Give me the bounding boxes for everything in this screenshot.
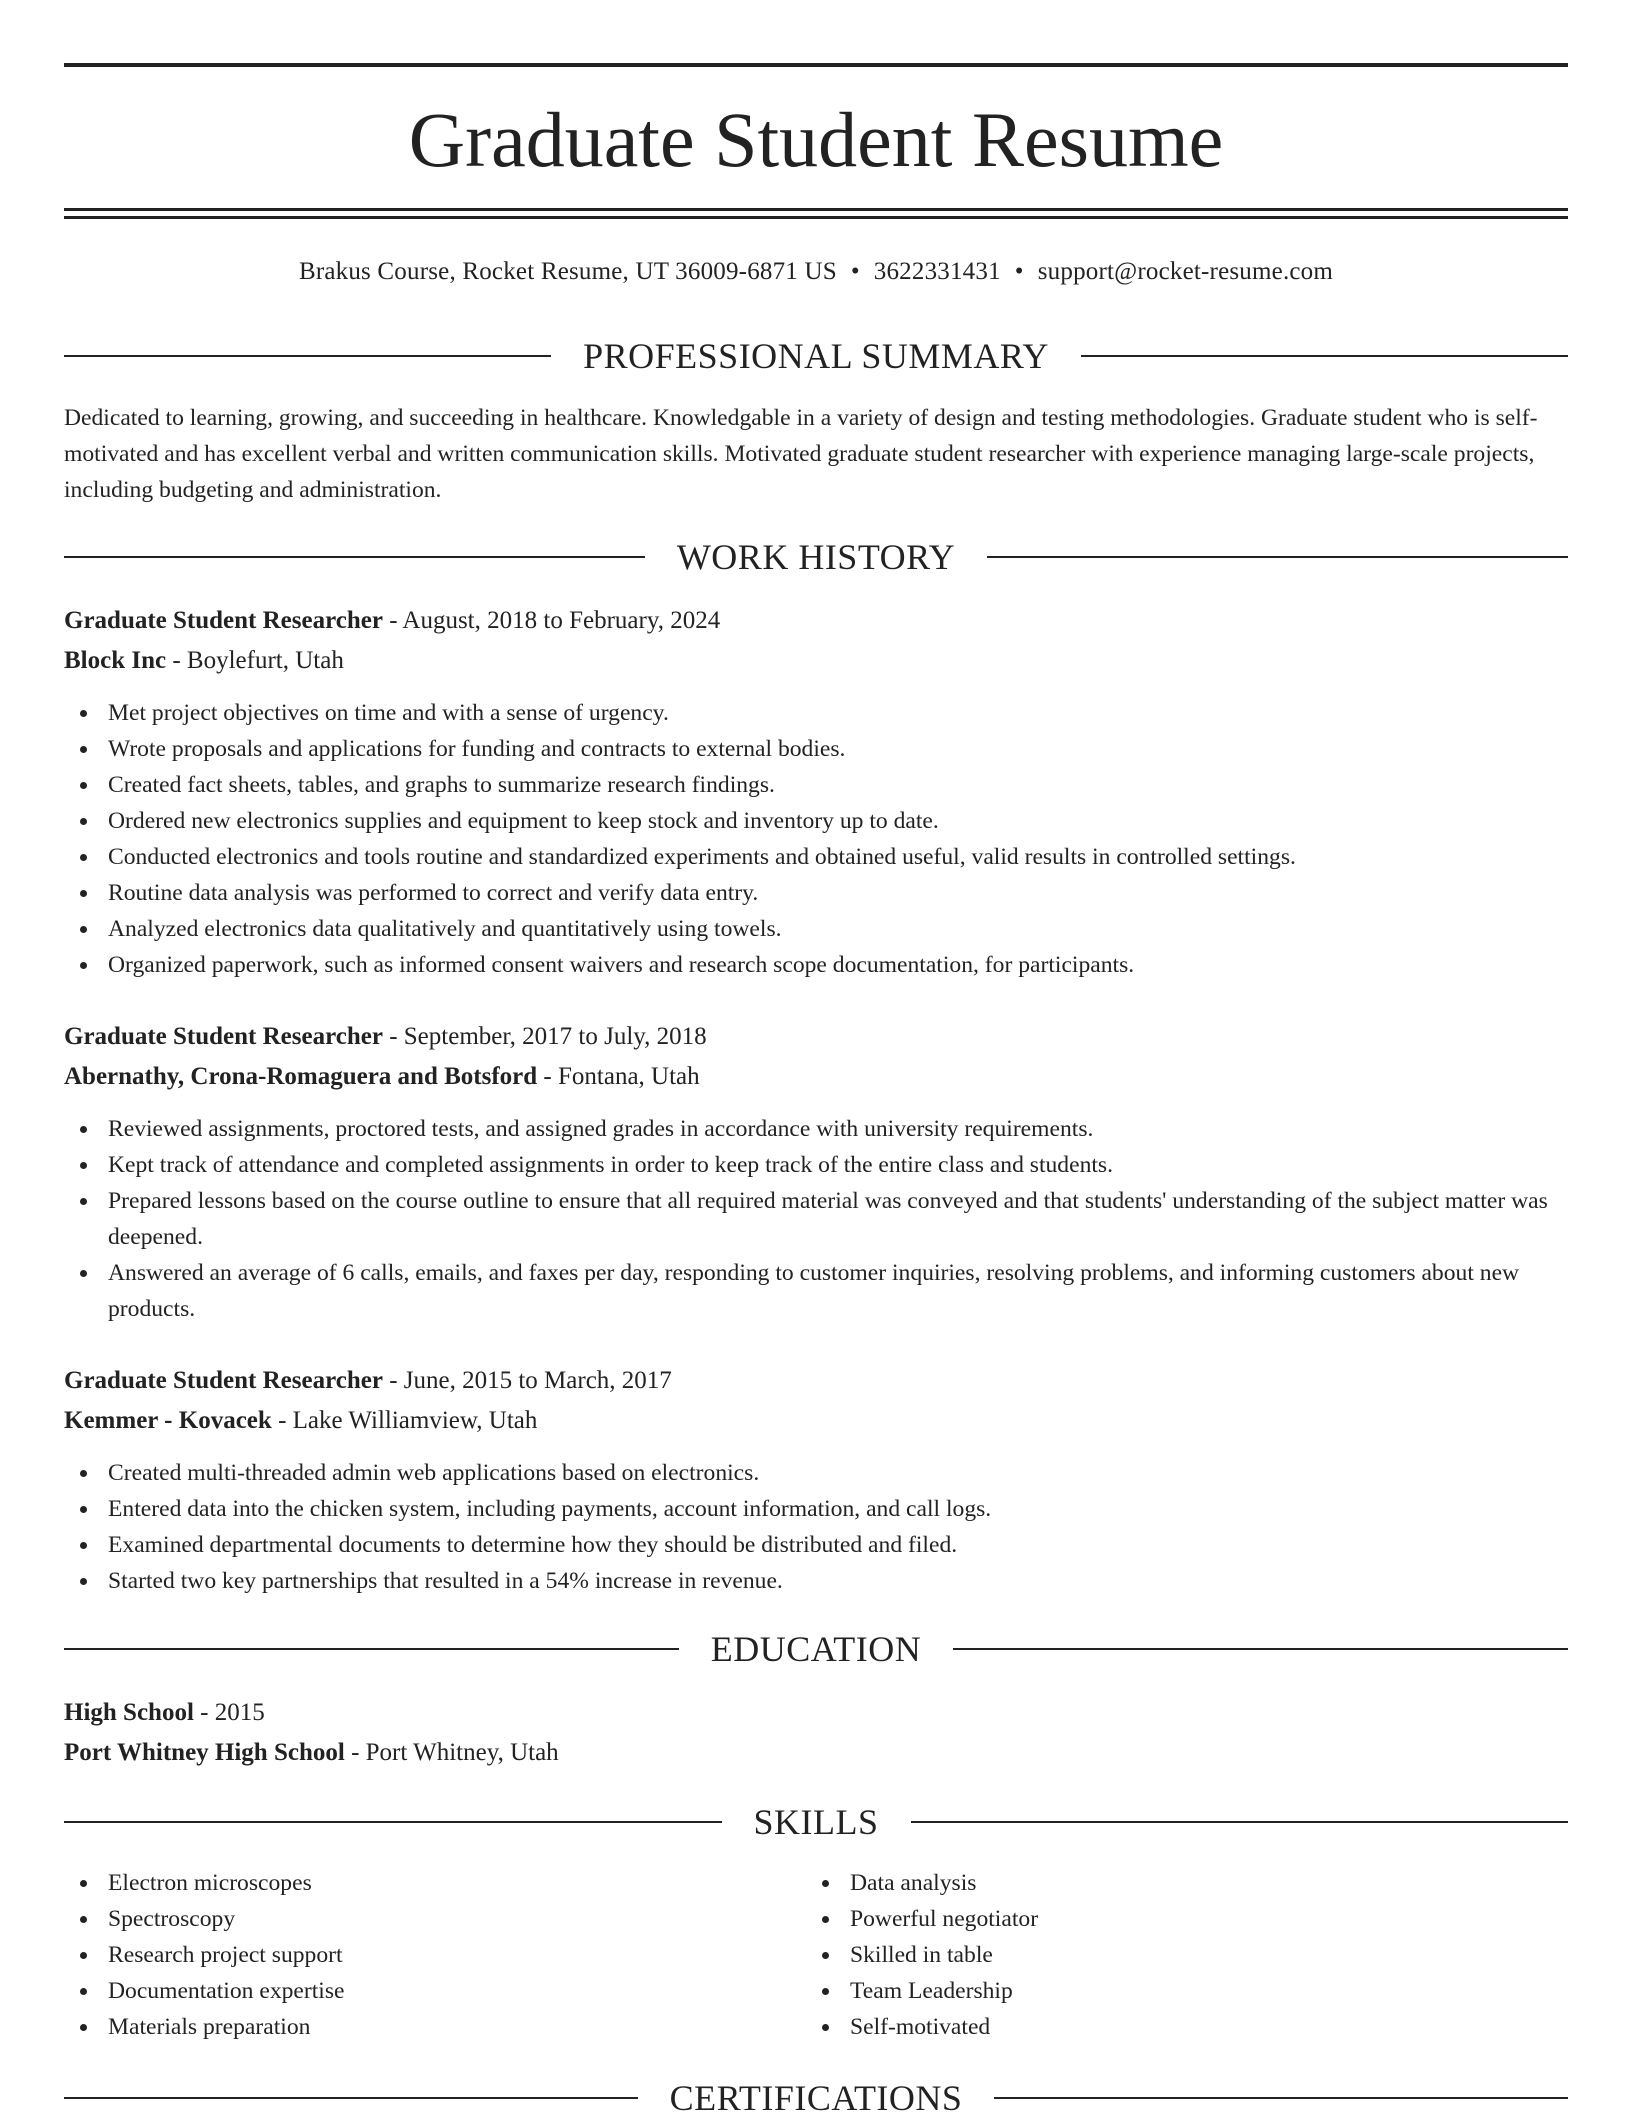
list-item: Entered data into the chicken system, including payments, account information, and call logs. (64, 1491, 1568, 1527)
list-item: Met project objectives on time and with a sense of urgency. (64, 695, 1568, 731)
skill-item: Data analysis (806, 1865, 1568, 1901)
page-title: Graduate Student Resume (408, 96, 1224, 183)
job-bullets (64, 1455, 1568, 1599)
skills-list-right (806, 1865, 1568, 2045)
list-item: Conducted electronics and tools routine and standardized experiments and obtained useful, valid results in controlled settings. (64, 839, 1568, 875)
contact-email[interactable]: support@rocket-resume.com (1037, 258, 1334, 285)
list-item: Kept track of attendance and completed assignments in order to keep track of the entire class and students. (64, 1147, 1568, 1183)
job-title: Graduate Student Researcher (64, 1023, 383, 1050)
list-item: Routine data analysis was performed to correct and verify data entry. (64, 875, 1568, 911)
education-school: Port Whitney High School (64, 1739, 345, 1766)
skill-item: Materials preparation (64, 2009, 764, 2045)
education-location: - Port Whitney, Utah (344, 1739, 559, 1766)
job-title-row (64, 1365, 1568, 1397)
job-title: Graduate Student Researcher (64, 607, 383, 634)
list-item: Ordered new electronics supplies and equipment to keep stock and inventory up to date. (64, 803, 1568, 839)
education-school-row (64, 1737, 1568, 1769)
job-title-row (64, 1021, 1568, 1053)
job-bullets (64, 1111, 1568, 1327)
heading-rule (911, 1821, 1569, 1823)
job-company-row (64, 1061, 1568, 1093)
heading-rule (953, 1648, 1568, 1650)
skill-item: Skilled in table (806, 1937, 1568, 1973)
heading-rule (64, 2097, 638, 2099)
skill-item: Spectroscopy (64, 1901, 764, 1937)
job-location: - Lake Williamview, Utah (271, 1407, 538, 1434)
skill-item: Electron microscopes (64, 1865, 764, 1901)
list-item: Prepared lessons based on the course outline to ensure that all required material was conveyed and that students' understanding of the subject matter was deepened. (64, 1183, 1568, 1255)
job-dates: - August, 2018 to February, 2024 (382, 607, 721, 634)
job-company-row (64, 645, 1568, 677)
skill-item: Self-motivated (806, 2009, 1568, 2045)
list-item: Reviewed assignments, proctored tests, and assigned grades in accordance with university requirements. (64, 1111, 1568, 1147)
heading-rule (994, 2097, 1568, 2099)
skill-item: Research project support (64, 1937, 764, 1973)
list-item: Created multi-threaded admin web applications based on electronics. (64, 1455, 1568, 1491)
section-heading-summary (64, 334, 1568, 378)
contact-separator: • (850, 258, 860, 285)
job-company: Block Inc (64, 647, 167, 674)
section-title: CERTIFICATIONS (669, 2078, 963, 2118)
list-item: Answered an average of 6 calls, emails, and faxes per day, responding to customer inquiries, resolving problems, and informing customers about new products. (64, 1255, 1568, 1327)
job-bullets (64, 695, 1568, 983)
list-item: Analyzed electronics data qualitatively and quantitatively using towels. (64, 911, 1568, 947)
job-dates: - June, 2015 to March, 2017 (382, 1367, 672, 1394)
section-heading-work (64, 535, 1568, 579)
list-item: Created fact sheets, tables, and graphs to summarize research findings. (64, 767, 1568, 803)
education-year: - 2015 (193, 1699, 265, 1726)
contact-address: Brakus Course, Rocket Resume, UT 36009-6871 US (298, 258, 837, 285)
job-title-row (64, 605, 1568, 637)
section-heading-education (64, 1627, 1568, 1671)
job-dates: - September, 2017 to July, 2018 (382, 1023, 707, 1050)
list-item: Wrote proposals and applications for funding and contracts to external bodies. (64, 731, 1568, 767)
title-rule-upper (64, 208, 1568, 211)
education-degree: High School (64, 1699, 194, 1726)
contact-separator: • (1014, 258, 1024, 285)
list-item: Started two key partnerships that resulted in a 54% increase in revenue. (64, 1563, 1568, 1599)
title-rule-lower (64, 216, 1568, 219)
job-company-row (64, 1405, 1568, 1437)
heading-rule (1081, 355, 1568, 357)
contact-line (0, 256, 1632, 288)
skill-item: Powerful negotiator (806, 1901, 1568, 1937)
top-rule (64, 63, 1568, 67)
job-company: Abernathy, Crona-Romaguera and Botsford (64, 1063, 538, 1090)
heading-rule (64, 1821, 722, 1823)
heading-rule (64, 355, 551, 357)
skills-list-left (64, 1865, 764, 2045)
section-title: EDUCATION (710, 1629, 922, 1669)
heading-rule (987, 556, 1568, 558)
skill-item: Documentation expertise (64, 1973, 764, 2009)
job-location: - Boylefurt, Utah (166, 647, 344, 674)
heading-rule (64, 556, 645, 558)
job-title: Graduate Student Researcher (64, 1367, 383, 1394)
heading-rule (64, 1648, 679, 1650)
section-title: PROFESSIONAL SUMMARY (583, 336, 1049, 376)
skill-item: Team Leadership (806, 1973, 1568, 2009)
list-item: Examined departmental documents to determine how they should be distributed and filed. (64, 1527, 1568, 1563)
contact-phone: 3622331431 (873, 258, 1001, 285)
education-degree-row (64, 1697, 1568, 1729)
section-heading-skills (64, 1800, 1568, 1844)
job-company: Kemmer - Kovacek (64, 1407, 272, 1434)
section-title: WORK HISTORY (676, 537, 956, 577)
section-heading-certifications (64, 2076, 1568, 2120)
job-location: - Fontana, Utah (537, 1063, 700, 1090)
summary-text: Dedicated to learning, growing, and succeeding in healthcare. Knowledgable in a variety of design and testing methodologies. Graduate student who is self-motivated and has excellent verbal and written communication skills. Motivated graduate student researcher with experience managing large-scale projects, including budgeting and administration. (64, 405, 1538, 503)
section-title: SKILLS (753, 1802, 879, 1842)
list-item: Organized paperwork, such as informed consent waivers and research scope documentation, for participants. (64, 947, 1568, 983)
